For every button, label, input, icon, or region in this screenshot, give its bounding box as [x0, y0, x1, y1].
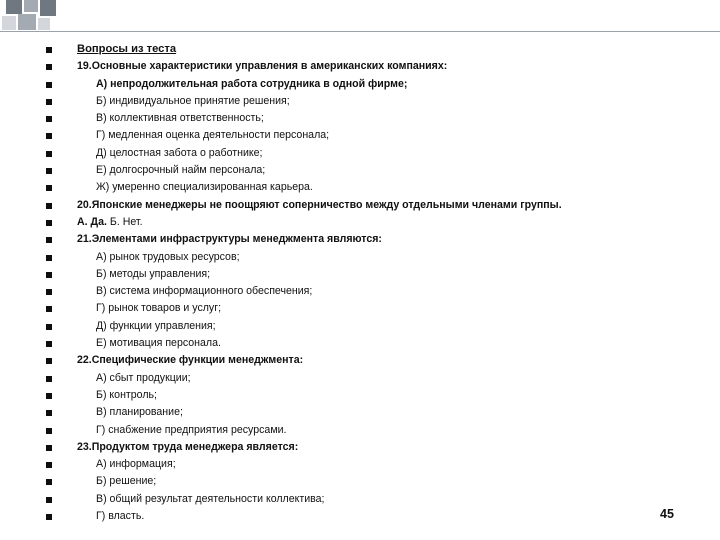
answer-text: В) коллективная ответственность; — [96, 112, 264, 125]
answer-text: Г) снабжение предприятия ресурсами. — [96, 423, 287, 436]
list-item — [0, 318, 720, 335]
answer-text: В) планирование; — [96, 406, 183, 419]
bullet-icon — [46, 64, 52, 70]
bullet-icon — [46, 116, 52, 122]
deco-square — [40, 0, 56, 16]
bullet-icon — [46, 497, 52, 503]
bullet-icon — [46, 185, 52, 191]
bullet-icon — [46, 306, 52, 312]
answer-text: Б) контроль; — [96, 388, 157, 401]
answer-text: Б) методы управления; — [96, 267, 211, 280]
bullet-icon — [46, 82, 52, 88]
question-text: 20.Японские менеджеры не поощряют соперничество между отдельными членами группы. — [77, 198, 562, 211]
bullet-icon — [46, 272, 52, 278]
bullet-icon — [46, 393, 52, 399]
bullet-icon — [46, 428, 52, 434]
deco-square — [18, 14, 36, 30]
list-item — [0, 491, 720, 508]
answer-text: Е) долгосрочный найм персонала; — [96, 164, 266, 177]
list-item — [0, 266, 720, 283]
bullet-icon — [46, 289, 52, 295]
list-item — [0, 283, 720, 300]
bullet-icon — [46, 99, 52, 105]
answer-text: Д) функции управления; — [96, 319, 216, 332]
bullet-icon — [46, 324, 52, 330]
question-text: 23.Продуктом труда менеджера является: — [77, 440, 299, 453]
answer-text: Б) решение; — [96, 475, 157, 488]
list-item — [0, 93, 720, 110]
answer-yes: А. Да. — [77, 215, 107, 228]
question-text: 19.Основные характеристики управления в американских компаниях: — [77, 60, 448, 73]
bullet-icon — [46, 237, 52, 243]
answer-text: Б) индивидуальное принятие решения; — [96, 94, 290, 107]
list-item — [0, 335, 720, 352]
list-item — [0, 473, 720, 490]
deco-square — [38, 18, 50, 30]
bullet-icon — [46, 462, 52, 468]
list-item — [0, 76, 720, 93]
deco-square — [24, 0, 38, 12]
header-rule — [0, 31, 720, 32]
deco-square — [2, 16, 16, 30]
list-item — [0, 422, 720, 439]
page-number: 45 — [660, 507, 674, 521]
bullet-icon — [46, 410, 52, 416]
list-item — [0, 179, 720, 196]
deco-square — [6, 0, 22, 14]
answer-text: А) сбыт продукции; — [96, 371, 191, 384]
list-item — [0, 439, 720, 456]
bullet-icon — [46, 151, 52, 157]
list-item — [0, 162, 720, 179]
list-item — [0, 387, 720, 404]
slide-title: Вопросы из теста — [77, 43, 177, 55]
list-item — [0, 197, 720, 214]
list-item — [0, 370, 720, 387]
bullet-icon — [46, 47, 52, 53]
answer-text: Е) мотивация персонала. — [96, 337, 221, 350]
answer-text: А) рынок трудовых ресурсов; — [96, 250, 240, 263]
list-item — [0, 58, 720, 75]
list-item — [0, 214, 720, 231]
list-item — [0, 231, 720, 248]
answer-no: Б. Нет. — [106, 215, 143, 228]
slide-content — [0, 41, 720, 525]
list-item — [0, 127, 720, 144]
list-item — [0, 300, 720, 317]
list-item — [0, 404, 720, 421]
question-text: 21.Элементами инфраструктуры менеджмента являются: — [77, 233, 382, 246]
bullet-icon — [46, 255, 52, 261]
list-item — [0, 145, 720, 162]
answer-options — [77, 214, 143, 231]
answer-text: Г) медленная оценка деятельности персонала; — [96, 129, 330, 142]
answer-text: Г) власть. — [96, 510, 145, 523]
bullet-icon — [46, 358, 52, 364]
bullet-icon — [46, 445, 52, 451]
answer-text: Г) рынок товаров и услуг; — [96, 302, 222, 315]
list-item — [0, 110, 720, 127]
answer-text: Д) целостная забота о работнике; — [96, 146, 263, 159]
bullet-icon — [46, 376, 52, 382]
list-item — [0, 352, 720, 369]
bullet-icon — [46, 220, 52, 226]
list-item — [0, 508, 720, 525]
bullet-icon — [46, 341, 52, 347]
bullet-icon — [46, 203, 52, 209]
header-decoration — [0, 0, 720, 36]
bullet-icon — [46, 479, 52, 485]
answer-text: А) непродолжительная работа сотрудника в одной фирме; — [96, 77, 408, 90]
bullet-icon — [46, 133, 52, 139]
answer-text: В) система информационного обеспечения; — [96, 285, 313, 298]
bullet-icon — [46, 168, 52, 174]
question-text: 22.Специфические функции менеджмента: — [77, 354, 304, 367]
answer-text: А) информация; — [96, 458, 176, 471]
list-item — [0, 249, 720, 266]
answer-text: В) общий результат деятельности коллектива; — [96, 492, 325, 505]
list-item — [0, 41, 720, 58]
bullet-icon — [46, 514, 52, 520]
list-item — [0, 456, 720, 473]
answer-text: Ж) умеренно специализированная карьера. — [96, 181, 313, 194]
